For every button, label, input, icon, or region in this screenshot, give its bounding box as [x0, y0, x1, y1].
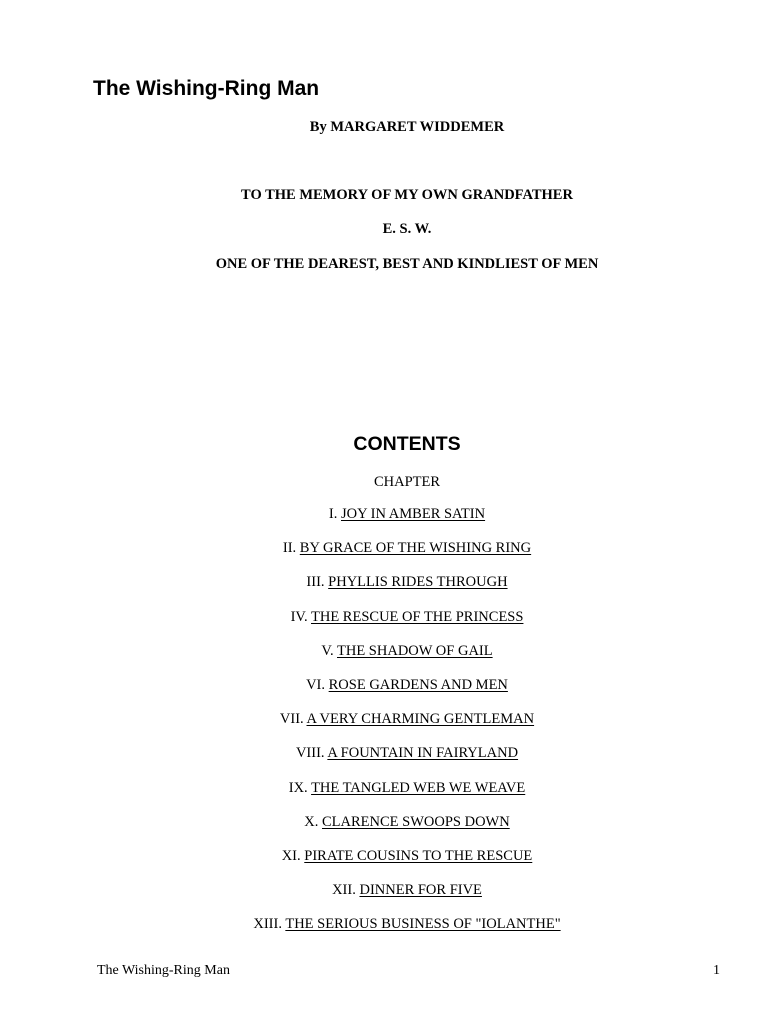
- dedication-line-1: TO THE MEMORY OF MY OWN GRANDFATHER: [241, 187, 573, 203]
- chapter-link[interactable]: JOY IN AMBER SATIN: [341, 506, 486, 522]
- toc-item-5: [0, 642, 768, 676]
- chapter-numeral: V.: [321, 642, 334, 659]
- toc-item-9: [0, 779, 768, 813]
- chapter-numeral: XII.: [332, 882, 356, 899]
- toc-item-12: [0, 881, 768, 915]
- byline: By MARGARET WIDDEMER: [309, 119, 505, 135]
- chapter-link[interactable]: CLARENCE SWOOPS DOWN: [322, 813, 510, 830]
- toc-item-13: [0, 915, 768, 949]
- toc-item-10: [0, 813, 768, 847]
- chapter-link[interactable]: THE TANGLED WEB WE WEAVE: [311, 779, 526, 796]
- chapter-numeral: VI.: [306, 676, 326, 693]
- toc-item-4: [0, 608, 768, 642]
- toc-item-6: [0, 676, 768, 710]
- chapter-link[interactable]: PIRATE COUSINS TO THE RESCUE: [304, 847, 533, 864]
- chapter-numeral: II.: [282, 540, 297, 557]
- dedication-line-3: ONE OF THE DEAREST, BEST AND KINDLIEST OF MEN: [215, 256, 599, 272]
- toc-item-7: [0, 710, 768, 744]
- toc-item-2: [0, 539, 768, 573]
- footer-title: The Wishing-Ring Man: [97, 963, 230, 978]
- chapter-numeral: XI.: [281, 847, 301, 864]
- chapter-link[interactable]: BY GRACE OF THE WISHING RING: [299, 540, 532, 557]
- book-title: The Wishing-Ring Man: [93, 77, 320, 100]
- table-of-contents: [0, 505, 768, 949]
- chapter-numeral: VII.: [279, 711, 304, 728]
- contents-heading: CONTENTS: [353, 433, 461, 455]
- chapter-numeral: III.: [306, 574, 325, 591]
- chapter-link[interactable]: A FOUNTAIN IN FAIRYLAND: [327, 745, 519, 762]
- chapter-numeral: IX.: [288, 779, 308, 796]
- chapter-numeral: X.: [304, 813, 319, 830]
- chapter-link[interactable]: PHYLLIS RIDES THROUGH: [328, 574, 508, 591]
- chapter-link[interactable]: THE SHADOW OF GAIL: [337, 642, 493, 659]
- chapter-numeral: I.: [328, 506, 338, 522]
- toc-item-8: [0, 744, 768, 778]
- chapter-numeral: VIII.: [295, 745, 325, 762]
- toc-item-3: [0, 573, 768, 607]
- chapter-link[interactable]: DINNER FOR FIVE: [359, 882, 482, 899]
- chapter-numeral: XIII.: [253, 916, 282, 933]
- page-number: 1: [713, 963, 720, 978]
- dedication-line-2: E. S. W.: [382, 221, 432, 237]
- chapter-link[interactable]: THE RESCUE OF THE PRINCESS: [311, 608, 524, 625]
- toc-item-1: [0, 505, 768, 539]
- chapter-numeral: IV.: [290, 608, 308, 625]
- chapter-link[interactable]: A VERY CHARMING GENTLEMAN: [306, 711, 535, 728]
- toc-item-11: [0, 847, 768, 881]
- chapter-label: CHAPTER: [373, 474, 441, 490]
- chapter-link[interactable]: THE SERIOUS BUSINESS OF "IOLANTHE": [285, 916, 561, 933]
- chapter-link[interactable]: ROSE GARDENS AND MEN: [328, 676, 508, 693]
